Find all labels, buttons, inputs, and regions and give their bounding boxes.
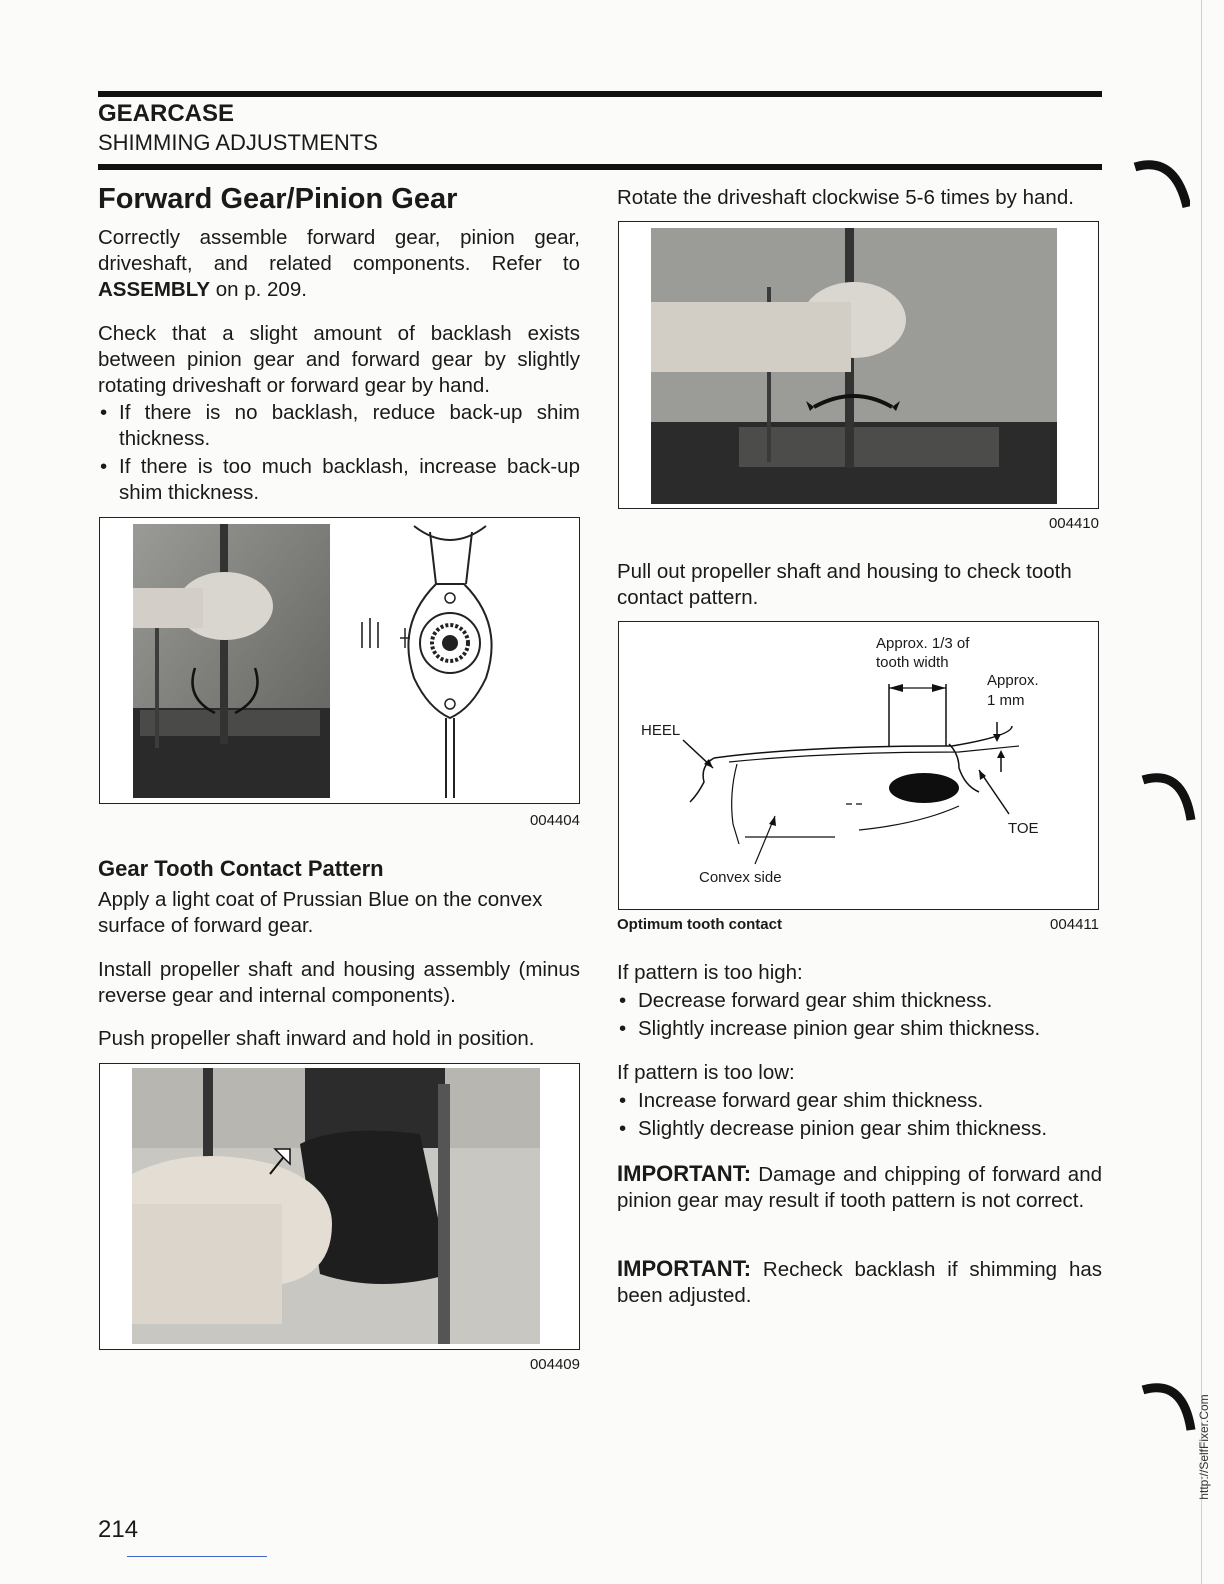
important-text: Recheck backlash if shimming has been adjusted.	[617, 1258, 1102, 1307]
header-top-rule	[98, 91, 1102, 97]
label-heel: HEEL	[641, 722, 681, 739]
subsection-title: SHIMMING ADJUSTMENTS	[98, 130, 378, 155]
label-approx-mm-1: Approx.	[987, 672, 1039, 689]
pattern-too-low	[617, 1060, 1102, 1142]
label-convex-side: Convex side	[699, 869, 782, 886]
list-item: • Increase forward gear shim thickness.	[617, 1088, 1102, 1114]
page-number: 214	[98, 1516, 139, 1543]
figure-id-004411: 004411	[1050, 916, 1099, 933]
rotate-driveshaft-photo	[619, 222, 1097, 507]
paragraph-pull-out: Pull out propeller shaft and housing to check tooth contact pattern.	[617, 560, 1072, 609]
pattern-high-list	[617, 988, 1102, 1042]
figure-push-shaft	[99, 1063, 580, 1350]
figure-id-004410: 004410	[1048, 515, 1099, 532]
paragraph-rotate: Rotate the driveshaft clockwise 5-6 times by hand.	[617, 186, 1074, 209]
paragraph-push-shaft: Push propeller shaft inward and hold in position.	[98, 1027, 535, 1050]
binder-hole-mark-bottom	[1138, 1378, 1198, 1438]
pattern-too-high	[617, 960, 1102, 1042]
paragraph-install-shaft: Install propeller shaft and housing assembly (minus reverse gear and internal components).	[98, 958, 580, 1007]
backlash-bullet-list	[98, 400, 580, 506]
paragraph-assemble-tail: on p. 209.	[215, 278, 307, 301]
list-item: • If there is no backlash, reduce back-up shim thickness.	[98, 400, 580, 452]
figure-caption: Optimum tooth contact	[617, 916, 782, 933]
backlash-illustration	[100, 518, 578, 802]
watermark-url: http://SelfFixer.Com	[1197, 1394, 1211, 1500]
assembly-reference: ASSEMBLY	[98, 278, 211, 301]
list-item: • Slightly decrease pinion gear shim thickness.	[617, 1116, 1102, 1142]
page-edge-line	[1201, 0, 1202, 1584]
binder-hole-mark-middle	[1138, 768, 1198, 828]
figure-backlash	[99, 517, 580, 804]
label-approx-third-2: tooth width	[876, 654, 949, 671]
paragraph-backlash: Check that a slight amount of backlash exists between pinion gear and forward gear by slightly rotating driveshaft or forward gear by hand.	[98, 322, 580, 397]
important-note-recheck	[617, 1256, 1102, 1309]
paragraph-prussian-blue: Apply a light coat of Prussian Blue on the convex surface of forward gear.	[98, 888, 543, 937]
list-item: • Slightly increase pinion gear shim thickness.	[617, 1016, 1102, 1042]
paragraph-assemble	[98, 225, 580, 303]
binder-hole-mark-top	[1130, 155, 1190, 215]
tooth-contact-diagram	[619, 622, 1097, 908]
figure-id-004404: 004404	[529, 812, 580, 829]
list-item: • If there is too much backlash, increase back-up shim thickness.	[98, 454, 580, 506]
header-bottom-rule	[98, 164, 1102, 170]
gear-tooth-heading: Gear Tooth Contact Pattern	[98, 856, 384, 881]
figure-tooth-contact	[618, 621, 1099, 910]
section-title: GEARCASE	[98, 100, 235, 127]
important-note-damage	[617, 1161, 1102, 1214]
push-shaft-photo	[100, 1064, 578, 1348]
label-approx-mm-2: 1 mm	[987, 692, 1025, 709]
pattern-low-list	[617, 1088, 1102, 1142]
footer-link-rule	[127, 1556, 267, 1557]
paragraph-assemble-text: Correctly assemble forward gear, pinion gear, driveshaft, and related components. Refer to	[98, 226, 580, 275]
important-text: Damage and chipping of forward and pinion gear may result if tooth pattern is not correct.	[617, 1163, 1102, 1212]
important-label: IMPORTANT:	[617, 1161, 752, 1186]
label-approx-third-1: Approx. 1/3 of	[876, 635, 970, 652]
figure-rotate-driveshaft	[618, 221, 1099, 509]
figure-id-004409: 004409	[529, 1356, 580, 1373]
pattern-low-intro: If pattern is too low:	[617, 1061, 795, 1084]
page-heading: Forward Gear/Pinion Gear	[98, 183, 458, 215]
pattern-high-intro: If pattern is too high:	[617, 961, 803, 984]
label-toe: TOE	[1008, 820, 1039, 837]
list-item: • Decrease forward gear shim thickness.	[617, 988, 1102, 1014]
important-label: IMPORTANT:	[617, 1256, 752, 1281]
